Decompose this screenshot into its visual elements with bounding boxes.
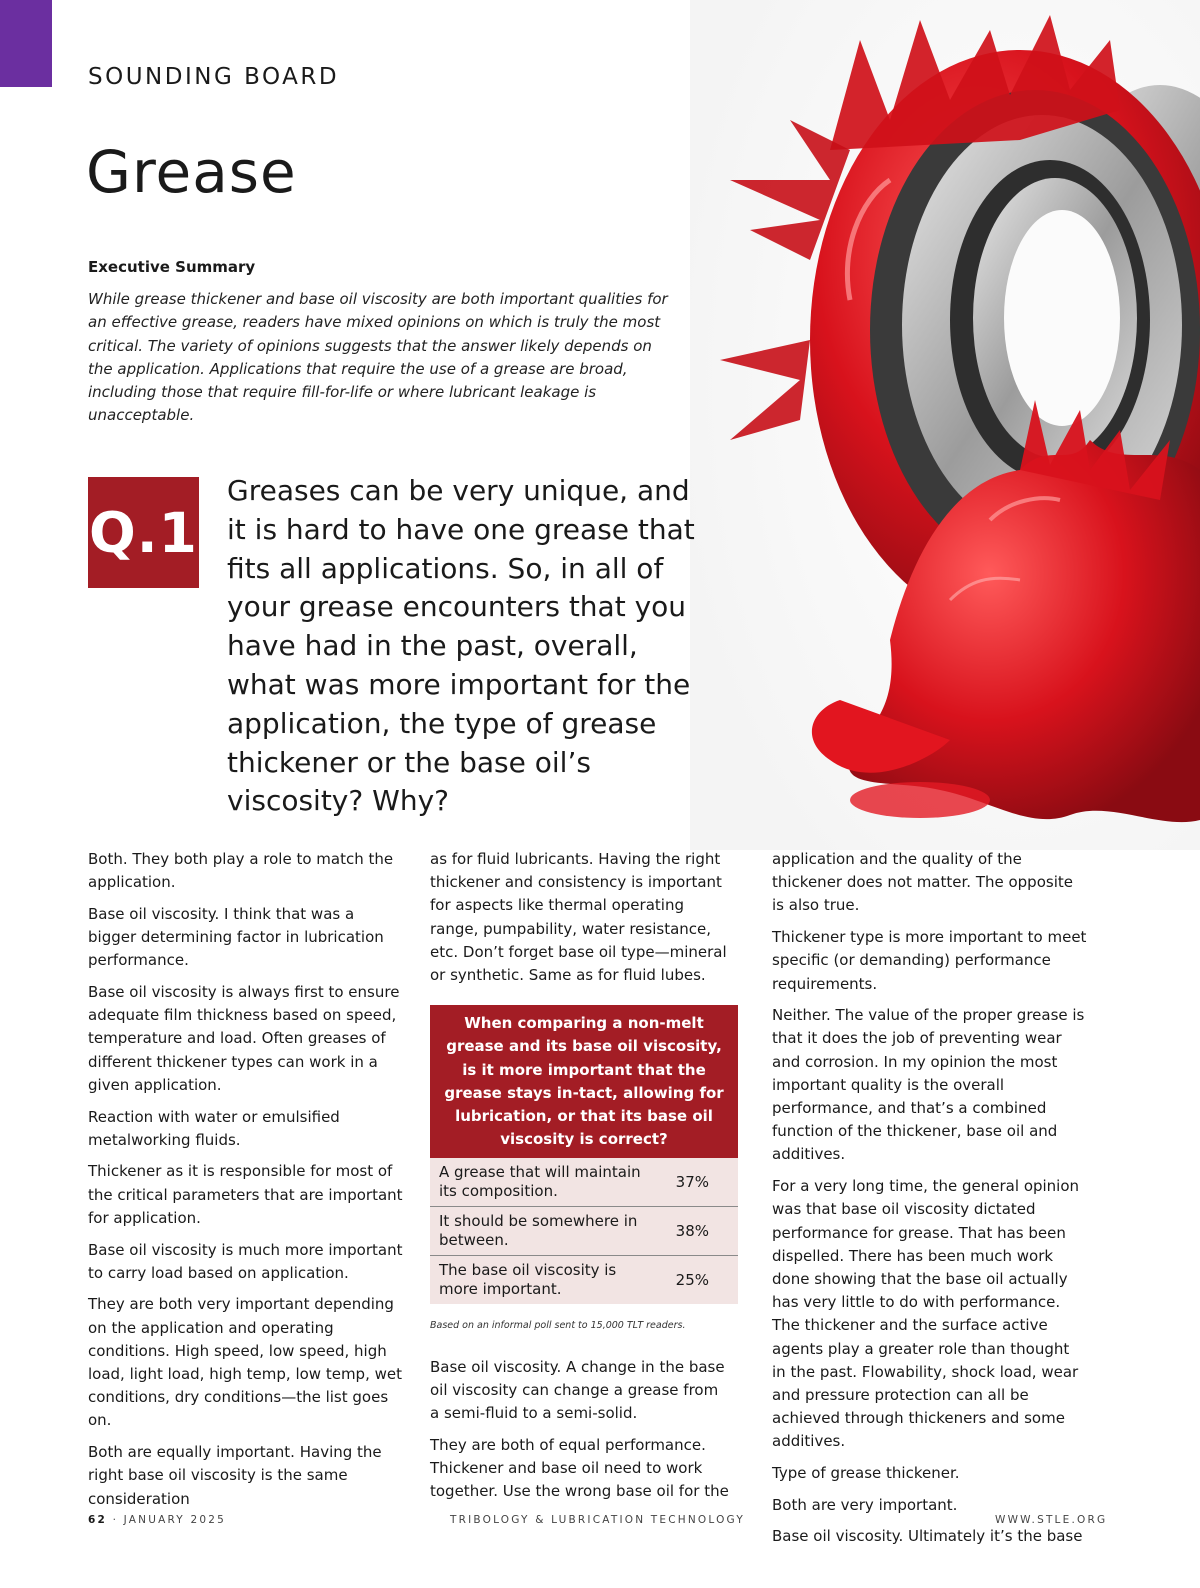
poll-row [430,1207,738,1256]
question-badge: Q.1 [88,477,199,588]
response: Reaction with water or emulsified metalworking fluids. [88,1107,340,1149]
response: Base oil viscosity is much more important to carry load based on application. [88,1240,403,1282]
response: Base oil viscosity. A change in the base oil viscosity can change a grease from a semi-fluid to a semi-solid. [430,1357,725,1423]
response: Base oil viscosity is always first to ensure adequate film thickness based on speed, temperature and load. Often greases of different thickener types can work in a given application. [88,983,400,1094]
poll-question: When comparing a non-melt grease and its base oil viscosity, is it more important that the grease stays in-tact, allowing for lubrication, or that its base oil viscosity is correct? [430,1005,738,1158]
poll-answer: It should be somewhere in between. [439,1211,638,1250]
response: Type of grease thickener. [772,1464,960,1483]
response: They are both very important depending on the application and operating conditions. High speed, low speed, high load, light load, high temp, low temp, wet conditions, dry conditions—the list goes on. [88,1295,402,1430]
footer-page-info [88,1514,226,1526]
response: Both. They both play a role to match the application. [88,850,394,892]
poll-percent: 37% [675,1172,709,1191]
poll-box [430,1005,738,1304]
page-title: Grease [86,138,297,206]
poll-answer: A grease that will maintain its composition. [439,1162,641,1201]
poll-row [430,1158,738,1207]
poll-percent: 25% [675,1270,709,1289]
footer-separator: · [112,1514,119,1526]
responses-column-2 [430,848,730,1512]
response: Both are very important. [772,1495,958,1514]
response: Thickener as it is responsible for most of the critical parameters that are important for application. [88,1162,403,1227]
responses-column-1 [88,848,403,1519]
response: Both are equally important. Having the right base oil viscosity is the same consideration [88,1443,382,1508]
response: Thickener type is more important to meet specific (or demanding) performance requirements. [772,928,1087,993]
response: For a very long time, the general opinion was that base oil viscosity dictated performance for grease. That has been dispelled. There has been much work done showing that the base oil actually has very little to do with performance. The thickener and the surface active agents play a greater role than thought in the past. Flowability, shock load, wear and pressure protection can all be achieved through thickeners and some additives. [772,1177,1080,1451]
executive-summary-body: While grease thickener and base oil viscosity are both important qualities for an effective grease, readers have mixed opinions on which is truly the most critical. The variety of opinions suggests that the answer likely depends on the application. Applications that require the use of a grease are broad, including those that require fill-for-life or where lubricant leakage is unacceptable. [88,290,668,425]
response: as for fluid lubricants. Having the right thickener and consistency is important for aspects like thermal operating range, pumpability, water resistance, etc. Don’t forget base oil type—mineral or synthetic. Same as for fluid lubes. [430,850,727,985]
poll-percent: 38% [675,1221,709,1240]
response: application and the quality of the thickener does not matter. The opposite is also true. [772,850,1073,915]
publication-name: TRIBOLOGY & LUBRICATION TECHNOLOGY [450,1514,745,1526]
responses-column-3 [772,848,1087,1557]
issue-date: JANUARY 2025 [123,1514,226,1526]
response: Base oil viscosity. Ultimately it’s the base [772,1527,1083,1546]
executive-summary-title: Executive Summary [88,258,256,276]
response: Neither. The value of the proper grease is that it does the job of preventing wear and corrosion. In my opinion the most important quality is the overall performance, and that’s a combined function of the thickener, base oil and additives. [772,1006,1085,1164]
poll-answer: The base oil viscosity is more important. [439,1260,617,1299]
website-link[interactable]: WWW.STLE.ORG [995,1514,1108,1526]
page-number: 62 [88,1514,108,1526]
section-label: SOUNDING BOARD [88,64,340,90]
question-text: Greases can be very unique, and it is hard to have one grease that fits all applications. So, in all of your grease encounters that you have had in the past, overall, what was more important for the application, the type of grease thickener or the base oil’s viscosity? Why? [227,474,695,818]
section-color-tab [0,0,52,87]
response: They are both of equal performance. Thickener and base oil need to work together. Use the wrong base oil for the [430,1435,729,1501]
poll-note: Based on an informal poll sent to 15,000 TLT readers. [430,1320,686,1332]
response: Base oil viscosity. I think that was a bigger determining factor in lubrication performance. [88,904,384,970]
grease-bearing-image [690,0,1200,850]
poll-row [430,1256,738,1304]
